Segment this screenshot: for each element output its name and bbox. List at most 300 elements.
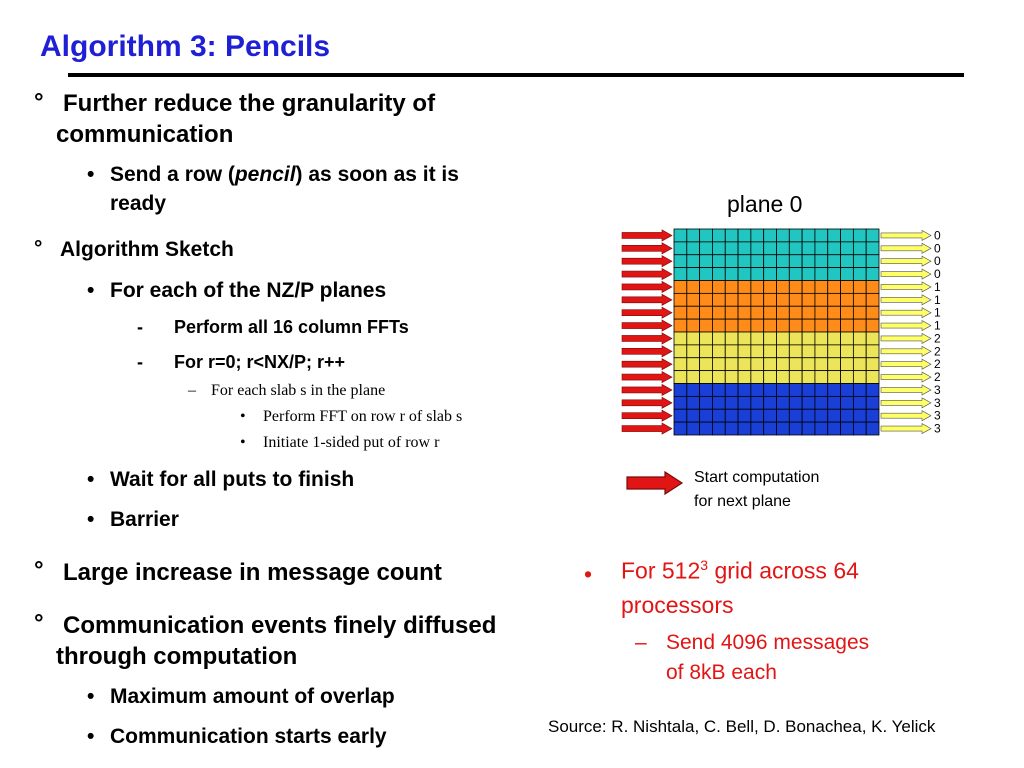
grid-cell [853, 409, 866, 422]
outgoing-row-arrow [881, 411, 931, 421]
bullet-wait-puts: Wait for all puts to finish [110, 468, 355, 491]
grid-cell [687, 281, 700, 294]
grid-cell [687, 358, 700, 371]
grid-cell [853, 358, 866, 371]
grid-cell [853, 242, 866, 255]
grid-cell [777, 384, 790, 397]
grid-cell [866, 306, 879, 319]
grid-cell [712, 268, 725, 281]
incoming-row-arrow [622, 346, 672, 357]
grid-cell [828, 281, 841, 294]
outgoing-row-arrow [881, 346, 931, 356]
grid-cell [789, 306, 802, 319]
grid-cell [841, 332, 854, 345]
grid-cell [751, 268, 764, 281]
grid-cell [789, 358, 802, 371]
grid-cell [674, 281, 687, 294]
grid-cell [853, 306, 866, 319]
grid-cell [751, 319, 764, 332]
grid-cell [828, 396, 841, 409]
grid-cell [738, 306, 751, 319]
grid-cell [725, 242, 738, 255]
grid-cell [751, 306, 764, 319]
grid-cell [725, 319, 738, 332]
bullet-send-row-line2: ready [110, 192, 167, 215]
bullet-starts-early: Communication starts early [110, 725, 387, 748]
grid-cell [687, 332, 700, 345]
grid-cell [815, 409, 828, 422]
grid-cell [751, 422, 764, 435]
grid-cell [700, 242, 713, 255]
grid-cell [712, 409, 725, 422]
grid-cell [866, 268, 879, 281]
grid-cell [712, 281, 725, 294]
outgoing-row-arrow [881, 333, 931, 343]
incoming-row-arrow [622, 243, 672, 254]
grid-cell [764, 358, 777, 371]
dot-bullet: • [87, 508, 95, 531]
grid-cell [802, 229, 815, 242]
outgoing-row-arrow [881, 230, 931, 240]
grid-cell [674, 384, 687, 397]
pencil-term: pencil [234, 163, 296, 186]
title-underline [68, 73, 964, 77]
grid-cell [674, 242, 687, 255]
grid-cell [815, 371, 828, 384]
incoming-row-arrow [622, 384, 672, 395]
bullet-for-loop: For r=0; r<NX/P; r++ [174, 352, 346, 372]
grid-cell [777, 306, 790, 319]
grid-cell [738, 229, 751, 242]
grid-cell [764, 319, 777, 332]
row-destination-label: 2 [934, 331, 941, 346]
grid-cell [764, 371, 777, 384]
grid-cell [789, 293, 802, 306]
grid-cell [700, 358, 713, 371]
legend-arrow-icon [625, 470, 685, 496]
incoming-row-arrow [622, 307, 672, 318]
grid-cell [712, 345, 725, 358]
outgoing-row-arrow [881, 308, 931, 318]
grid-cell [712, 319, 725, 332]
grid-cell [866, 345, 879, 358]
dot-bullet: • [87, 279, 95, 302]
grid-cell [777, 409, 790, 422]
grid-cell [828, 255, 841, 268]
grid-cell [764, 268, 777, 281]
grid-cell [712, 371, 725, 384]
grid-cell [777, 358, 790, 371]
grid-cell [841, 242, 854, 255]
grid-cell [828, 371, 841, 384]
bullet-granularity-line2: communication [56, 121, 234, 148]
grid-cell [674, 268, 687, 281]
grid-cell [777, 229, 790, 242]
grid-cell [725, 306, 738, 319]
grid-cell [841, 409, 854, 422]
grid-cell [725, 358, 738, 371]
grid-cell [866, 229, 879, 242]
grid-cell [764, 281, 777, 294]
outgoing-row-arrow [881, 398, 931, 408]
grid-cell [866, 281, 879, 294]
grid-cell [841, 319, 854, 332]
grid-cell [815, 345, 828, 358]
grid-cell [802, 268, 815, 281]
bullet-send-row-line1 [110, 163, 459, 187]
grid-cell [700, 268, 713, 281]
grid-cell [841, 255, 854, 268]
grid-cell [725, 371, 738, 384]
grid-cell [738, 384, 751, 397]
grid-cell [853, 293, 866, 306]
grid-cell [738, 255, 751, 268]
dash-bullet: - [137, 317, 143, 337]
grid-cell [764, 306, 777, 319]
grid-cell [700, 306, 713, 319]
grid-cell [712, 229, 725, 242]
bullet-algorithm-sketch: Algorithm Sketch [60, 238, 234, 261]
row-destination-label: 2 [934, 344, 941, 359]
grid-cell [841, 345, 854, 358]
row-destination-label: 0 [934, 241, 941, 256]
grid-cell [789, 384, 802, 397]
grid-cell [777, 255, 790, 268]
grid-cell [700, 332, 713, 345]
grid-cell [815, 358, 828, 371]
grid-cell [674, 306, 687, 319]
grid-cell [853, 422, 866, 435]
grid-cell [674, 319, 687, 332]
grid-stat-post: grid across 64 [708, 557, 859, 584]
grid-cell [725, 229, 738, 242]
grid-cell [777, 242, 790, 255]
grid-cell [751, 345, 764, 358]
grid-cell [712, 422, 725, 435]
grid-cell [777, 268, 790, 281]
grid-cell [764, 229, 777, 242]
grid-cell [802, 332, 815, 345]
grid-cell [738, 242, 751, 255]
grid-cell [725, 293, 738, 306]
grid-cell [789, 332, 802, 345]
bullet-communication-line2: through computation [56, 643, 298, 670]
grid-cell [764, 409, 777, 422]
grid-cell [700, 384, 713, 397]
grid-cell [687, 345, 700, 358]
outgoing-row-arrow [881, 321, 931, 331]
outgoing-row-arrow [881, 282, 931, 292]
row-destination-label: 0 [934, 254, 941, 269]
grid-cell [764, 293, 777, 306]
grid-cell [828, 332, 841, 345]
grid-cell [866, 422, 879, 435]
grid-cell [777, 332, 790, 345]
grid-cell [815, 332, 828, 345]
row-destination-label: 3 [934, 382, 941, 397]
legend-label-line1: Start computation [694, 469, 820, 486]
grid-cell [841, 306, 854, 319]
grid-cell [789, 396, 802, 409]
grid-cell [853, 229, 866, 242]
grid-cell [738, 332, 751, 345]
incoming-row-arrow [622, 372, 672, 383]
grid-cell [712, 306, 725, 319]
grid-cell [764, 384, 777, 397]
grid-cell [841, 281, 854, 294]
outgoing-row-arrow [881, 424, 931, 434]
grid-cell [751, 358, 764, 371]
grid-cell [866, 371, 879, 384]
grid-cell [789, 345, 802, 358]
grid-cell [738, 268, 751, 281]
send-row-pre: Send a row ( [110, 163, 235, 186]
grid-cell [712, 384, 725, 397]
grid-cell [687, 255, 700, 268]
messages-line2: of 8kB each [666, 661, 777, 684]
bullet-perform-fft: Perform FFT on row r of slab s [263, 408, 463, 425]
row-destination-label: 0 [934, 267, 941, 282]
grid-cell [802, 293, 815, 306]
outgoing-row-arrow [881, 295, 931, 305]
grid-stat-line2: processors [621, 592, 734, 618]
grid-cell [841, 229, 854, 242]
bullet-communication-line1: Communication events finely diffused [63, 612, 497, 639]
grid-cell [789, 409, 802, 422]
grid-cell [738, 358, 751, 371]
grid-cell [725, 255, 738, 268]
grid-cell [764, 332, 777, 345]
grid-cell [828, 422, 841, 435]
grid-cell [738, 293, 751, 306]
outgoing-row-arrow [881, 269, 931, 279]
grid-cell [866, 358, 879, 371]
grid-cell [738, 371, 751, 384]
grid-cell [853, 319, 866, 332]
grid-cell [674, 229, 687, 242]
grid-cell [700, 255, 713, 268]
grid-cell [751, 281, 764, 294]
grid-cell [712, 242, 725, 255]
incoming-row-arrow [622, 230, 672, 241]
grid-cell [802, 319, 815, 332]
grid-cell [828, 358, 841, 371]
grid-cell [802, 306, 815, 319]
grid-cell [789, 319, 802, 332]
incoming-row-arrow [622, 294, 672, 305]
grid-cell [853, 255, 866, 268]
dot-bullet: • [87, 163, 95, 186]
grid-cell [751, 332, 764, 345]
grid-cell [828, 384, 841, 397]
grid-cell [777, 293, 790, 306]
grid-cell [815, 306, 828, 319]
grid-cell [828, 229, 841, 242]
grid-cell [738, 396, 751, 409]
grid-cell [777, 319, 790, 332]
grid-cell [712, 332, 725, 345]
messages-line1: Send 4096 messages [666, 631, 870, 654]
grid-cell [751, 409, 764, 422]
grid-cell [841, 384, 854, 397]
grid-cell [700, 293, 713, 306]
grid-cell [828, 319, 841, 332]
grid-cell [725, 268, 738, 281]
grid-cell [687, 409, 700, 422]
grid-cell [751, 384, 764, 397]
grid-cell [751, 371, 764, 384]
incoming-row-arrow [622, 423, 672, 434]
source-citation: Source: R. Nishtala, C. Bell, D. Bonachea, K. Yelick [548, 717, 936, 736]
row-destination-label: 3 [934, 395, 941, 410]
grid-cell [687, 384, 700, 397]
grid-cell [725, 384, 738, 397]
grid-cell [700, 281, 713, 294]
grid-cell [700, 319, 713, 332]
incoming-row-arrow [622, 320, 672, 331]
grid-cell [866, 332, 879, 345]
grid-cell [789, 422, 802, 435]
grid-cell [828, 293, 841, 306]
grid-cell [700, 422, 713, 435]
incoming-row-arrow [622, 410, 672, 421]
bullet-initiate-put: Initiate 1-sided put of row r [263, 434, 440, 451]
grid-cell [725, 345, 738, 358]
grid-cell [725, 396, 738, 409]
grid-cell [674, 409, 687, 422]
degree-bullet: ° [34, 557, 44, 584]
grid-cell [777, 281, 790, 294]
grid-cell [777, 371, 790, 384]
grid-cell [764, 255, 777, 268]
grid-cell [674, 255, 687, 268]
grid-cell [853, 281, 866, 294]
grid-cell [789, 268, 802, 281]
grid-cell [789, 229, 802, 242]
grid-cell [815, 268, 828, 281]
grid-cell [841, 293, 854, 306]
grid-cell [853, 371, 866, 384]
grid-cell [789, 255, 802, 268]
grid-cell [738, 409, 751, 422]
grid-cell [751, 229, 764, 242]
slide-title: Algorithm 3: Pencils [40, 30, 331, 63]
grid-cell [725, 409, 738, 422]
row-destination-label: 3 [934, 421, 941, 436]
grid-cell [764, 396, 777, 409]
row-destination-label: 1 [934, 279, 941, 294]
grid-cell [700, 409, 713, 422]
incoming-row-arrow [622, 359, 672, 370]
grid-cell [841, 396, 854, 409]
send-row-post: ) as soon as it is [295, 163, 459, 186]
grid-cell [866, 409, 879, 422]
degree-bullet: ° [34, 237, 43, 260]
bullet-for-each-plane: For each of the NZ/P planes [110, 279, 387, 302]
incoming-row-arrow [622, 256, 672, 267]
grid-cell [712, 358, 725, 371]
bullet-granularity-line1: Further reduce the granularity of [63, 90, 436, 117]
row-destination-label: 2 [934, 357, 941, 372]
grid-cell [815, 242, 828, 255]
endash-bullet: – [188, 382, 196, 399]
grid-cell [751, 242, 764, 255]
grid-cell [841, 371, 854, 384]
bullet-max-overlap: Maximum amount of overlap [110, 685, 395, 708]
plane-label: plane 0 [727, 191, 803, 217]
bullet-barrier: Barrier [110, 508, 179, 531]
grid-cell [828, 345, 841, 358]
grid-cell [687, 229, 700, 242]
dot-bullet: • [87, 468, 95, 491]
grid-cell [802, 371, 815, 384]
grid-cell [777, 345, 790, 358]
grid-cell [815, 229, 828, 242]
grid-cell [700, 396, 713, 409]
grid-cell [802, 384, 815, 397]
grid-cell [853, 345, 866, 358]
legend-arrow-shape [627, 472, 682, 494]
pencil-diagram [610, 222, 970, 442]
grid-cell [687, 371, 700, 384]
grid-cell [700, 345, 713, 358]
grid-cell [802, 358, 815, 371]
grid-cell [712, 396, 725, 409]
grid-cell [687, 306, 700, 319]
grid-cell [751, 255, 764, 268]
dot-bullet: • [240, 408, 246, 425]
grid-cell [815, 422, 828, 435]
grid-cell [802, 242, 815, 255]
grid-cell [751, 396, 764, 409]
dot-bullet: • [584, 561, 593, 587]
row-destination-label: 3 [934, 408, 941, 423]
incoming-row-arrow [622, 269, 672, 280]
grid-cell [815, 255, 828, 268]
grid-cell [725, 422, 738, 435]
outgoing-row-arrow [881, 372, 931, 382]
grid-cell [802, 422, 815, 435]
grid-cell [853, 332, 866, 345]
grid-cell [687, 396, 700, 409]
grid-cell [802, 409, 815, 422]
grid-cell [828, 242, 841, 255]
grid-cell [700, 229, 713, 242]
dot-bullet: • [87, 685, 95, 708]
grid-cell [738, 319, 751, 332]
degree-bullet: ° [34, 610, 44, 637]
grid-cell [738, 281, 751, 294]
grid-cell [853, 396, 866, 409]
outgoing-row-arrow [881, 385, 931, 395]
grid-cell [674, 371, 687, 384]
grid-cell [687, 422, 700, 435]
dash-bullet: - [137, 352, 143, 372]
grid-cell [777, 422, 790, 435]
outgoing-row-arrow [881, 243, 931, 253]
grid-cell [712, 293, 725, 306]
grid-cell [674, 396, 687, 409]
grid-cell [789, 281, 802, 294]
grid-cell [687, 242, 700, 255]
grid-cell [815, 384, 828, 397]
grid-cell [687, 293, 700, 306]
legend-label-line2: for next plane [694, 493, 791, 510]
grid-cell [674, 422, 687, 435]
grid-cell [764, 422, 777, 435]
incoming-row-arrow [622, 397, 672, 408]
grid-cell [777, 396, 790, 409]
